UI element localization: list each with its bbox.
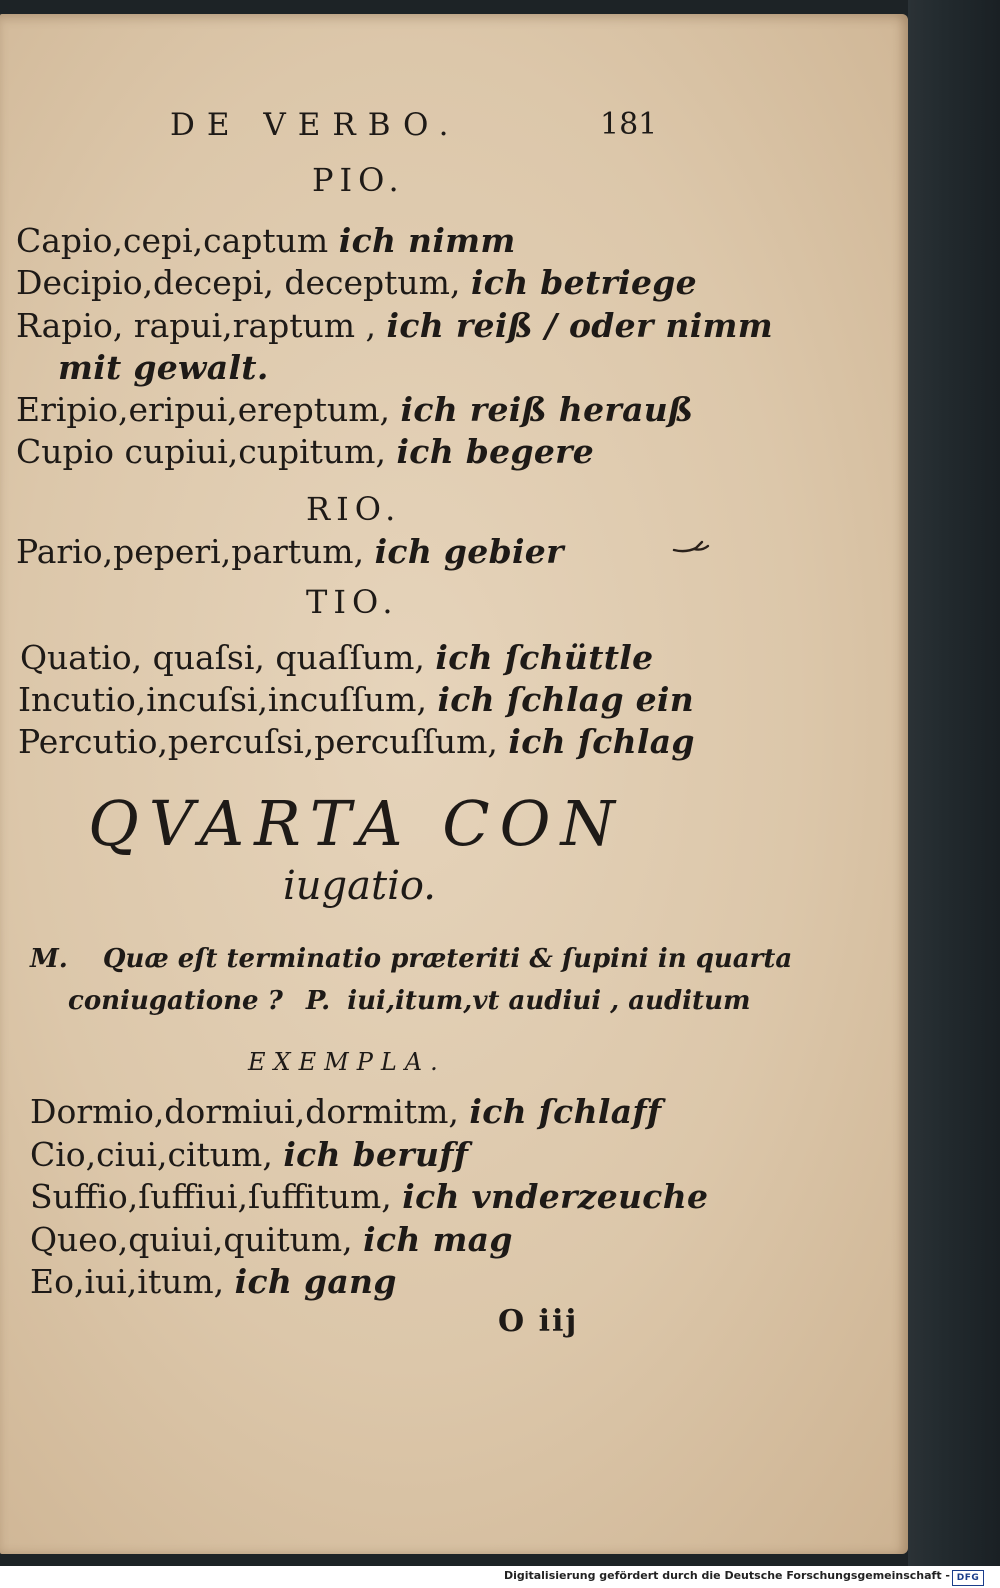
latin-forms: Cupio cupiui,cupitum, xyxy=(16,432,386,471)
dfg-logo: DFG xyxy=(952,1570,984,1586)
verb-line xyxy=(30,1092,661,1132)
question-text-continuation: coniugatione ? xyxy=(68,986,283,1016)
verb-line xyxy=(30,1262,397,1302)
german-gloss: ich nimm xyxy=(338,221,516,260)
digitization-footer xyxy=(0,1566,1000,1588)
signature-mark: O iij xyxy=(498,1304,579,1339)
running-head: DE VERBO. xyxy=(170,107,461,143)
german-gloss: ich betriege xyxy=(470,263,697,302)
verb-line xyxy=(30,1177,708,1217)
chapter-title-continuation: iugatio. xyxy=(283,863,436,909)
marginal-mark-icon xyxy=(672,538,710,556)
verb-line xyxy=(16,221,516,261)
german-gloss: mit gewalt. xyxy=(58,348,269,387)
section-heading-pio: PIO. xyxy=(312,161,405,199)
verb-line xyxy=(16,532,564,572)
german-gloss: ich begere xyxy=(396,432,595,471)
latin-forms: Capio,cepi,captum xyxy=(16,221,329,260)
speaker-p: P. xyxy=(305,986,331,1016)
latin-forms: Suffio,ſuffiui,ſuffitum, xyxy=(30,1177,392,1216)
german-gloss: ich ſchlaff xyxy=(469,1092,662,1131)
latin-forms: Eo,iui,itum, xyxy=(30,1262,225,1301)
latin-forms: Incutio,incuſsi,incuſſum, xyxy=(18,680,427,719)
verb-line xyxy=(30,1220,513,1260)
funding-credit: Digitalisierung gefördert durch die Deutsche Forschungsgemeinschaft - xyxy=(503,1569,950,1582)
exempla-heading: EXEMPLA. xyxy=(248,1048,446,1076)
speaker-m: M. xyxy=(30,944,68,974)
german-gloss: ich mag xyxy=(363,1220,513,1259)
german-gloss: ich reiß herauß xyxy=(400,390,694,429)
latin-forms: Cio,ciui,citum, xyxy=(30,1135,273,1174)
section-heading-tio: TIO. xyxy=(306,583,399,621)
german-gloss: ich ſchlag ein xyxy=(437,680,695,719)
german-gloss: ich gebier xyxy=(374,532,564,571)
verb-line xyxy=(16,263,697,303)
verb-line xyxy=(16,390,693,430)
verb-line xyxy=(18,680,694,720)
verb-line xyxy=(16,306,773,346)
german-gloss: ich ſchlag xyxy=(508,722,695,761)
german-gloss: ich beruff xyxy=(283,1135,469,1174)
latin-forms: Pario,peperi,partum, xyxy=(16,532,365,571)
question-text: Quæ eſt terminatio præteriti & ſupini in quarta xyxy=(102,944,793,974)
dialogue-question xyxy=(30,942,792,976)
latin-forms: Quatio, quaſsi, quaſſum, xyxy=(20,638,425,677)
german-gloss: ich ſchüttle xyxy=(435,638,654,677)
german-gloss: ich gang xyxy=(234,1262,397,1301)
chapter-title: QVARTA CON xyxy=(88,787,625,860)
section-heading-rio: RIO. xyxy=(306,490,402,528)
answer-text: iui,itum,vt audiui , auditum xyxy=(347,986,751,1016)
latin-forms: Eripio,eripui,ereptum, xyxy=(16,390,390,429)
latin-forms: Rapio, rapui,raptum , xyxy=(16,306,377,345)
verb-line xyxy=(20,638,653,678)
verb-line xyxy=(18,722,695,762)
german-gloss: ich vnderzeuche xyxy=(402,1177,709,1216)
book-cover-edge xyxy=(908,0,1000,1566)
dialogue-answer xyxy=(68,984,750,1018)
latin-forms: Percutio,percuſsi,percuſſum, xyxy=(18,722,498,761)
page-number: 181 xyxy=(600,107,658,142)
verb-line-continuation xyxy=(58,348,269,388)
verb-line xyxy=(16,432,594,472)
latin-forms: Decipio,decepi, deceptum, xyxy=(16,263,461,302)
german-gloss: ich reiß / oder nimm xyxy=(386,306,773,345)
latin-forms: Queo,quiui,quitum, xyxy=(30,1220,353,1259)
verb-line xyxy=(30,1135,468,1175)
latin-forms: Dormio,dormiui,dormitm, xyxy=(30,1092,459,1131)
